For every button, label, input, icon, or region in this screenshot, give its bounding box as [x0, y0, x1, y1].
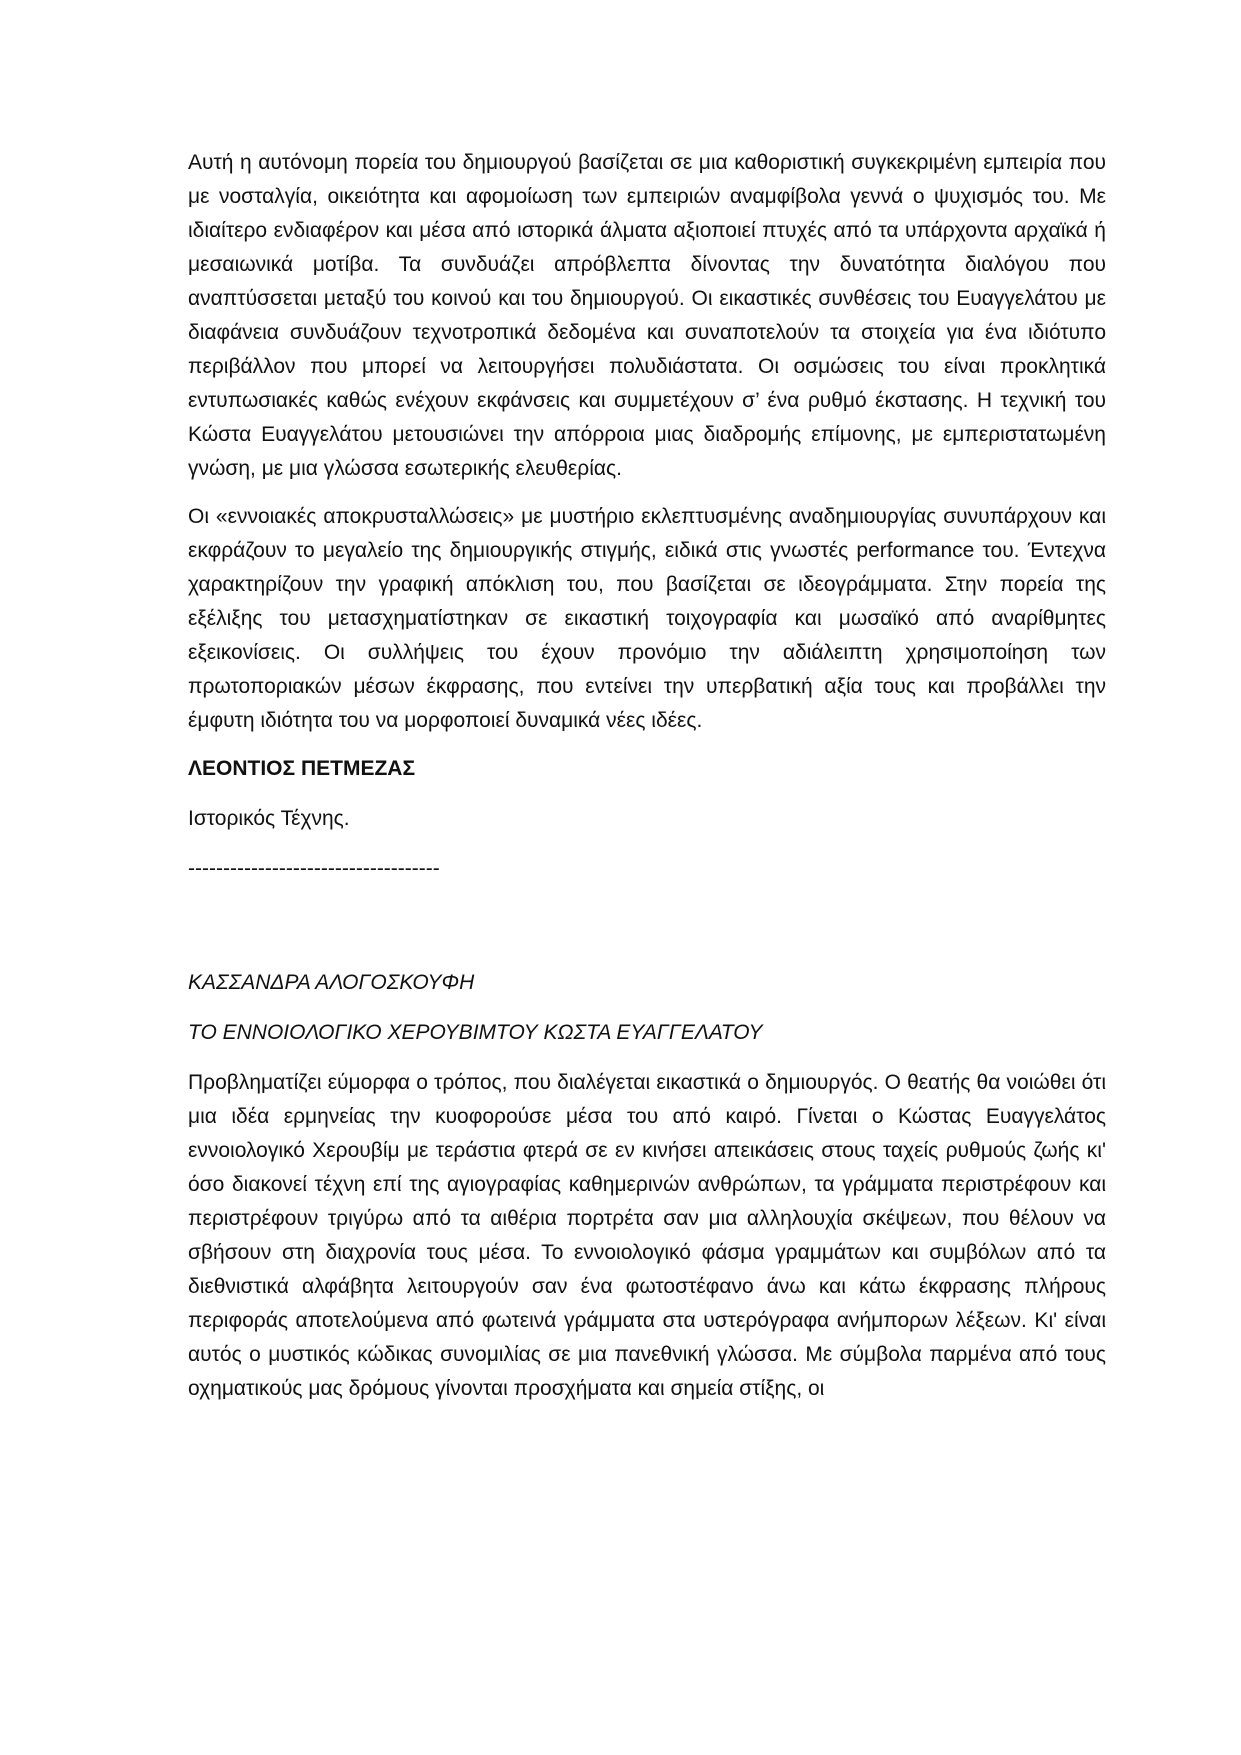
- separator-line: ------------------------------------: [188, 857, 440, 880]
- second-author-name: ΚΑΣΣΑΝΔΡΑ ΑΛΟΓΟΣΚΟΥΦΗ: [188, 971, 475, 994]
- author-role: Ιστορικός Τέχνης.: [188, 807, 350, 830]
- document-body: [188, 146, 1106, 1420]
- paragraph-3: Προβληματίζει εύμορφα ο τρόπος, που διαλέγεται εικαστικά ο δημιουργός. Ο θεατής θα νοιώθει ότι μια ιδέα ερμηνείας την κυοφορούσε μέσα του από καιρό. Γίνεται ο Κώστας Ευαγγελάτος εννοιολογικό Χερουβίμ με τεράστια φτερά σε εν κινήσει απεικάσεις στους ταχείς ρυθμούς ζωής κι' όσο διακονεί τέχνη επί της αγιογραφίας καθημερινών ανθρώπων, τα γράμματα περιστρέφουν και περιστρέφουν τριγύρω από τα αιθέρια πορτρέτα σαν μια αλληλουχία σκέψεων, που θέλουν να σβήσουν στη διαχρονία τους μέσα. Το εννοιολογικό φάσμα γραμμάτων και συμβόλων από τα διεθνιστικά αλφάβητα λειτουργούν σαν ένα φωτοστέφανο άνω και κάτω έκφρασης πλήρους περιφοράς αποτελούμενα από φωτεινά γράμματα στα υστερόγραφα ανήμπορων λέξεων. Κι' είναι αυτός ο μυστικός κώδικας συνομιλίας σε μια πανεθνική γλώσσα. Με σύμβολα παρμένα από τους οχηματικούς μας δρόμους γίνονται προσχήματα και σημεία στίξης, οι: [188, 1071, 1106, 1400]
- paragraph-2: Οι «εννοιακές αποκρυσταλλώσεις» με μυστήριο εκλεπτυσμένης αναδημιουργίας συνυπάρχουν και εκφράζουν το μεγαλείο της δημιουργικής στιγμής, ειδικά στις γνωστές performance του. Έντεχνα χαρακτηρίζουν την γραφική απόκλιση του, που βασίζεται σε ιδεογράμματα. Στην πορεία της εξέλιξης του μετασχηματίστηκαν σε εικαστική τοιχογραφία και μωσαϊκό από αναρίθμητες εξεικονίσεις. Οι συλλήψεις του έχουν προνόμιο την αδιάλειπτη χρησιμοποίηση των πρωτοποριακών μέσων έκφρασης, που εντείνει την υπερβατική αξία τους και προβάλλει την έμφυτη ιδιότητα του να μορφοποιεί δυναμικά νέες ιδέες.: [188, 505, 1106, 732]
- paragraph-1: Αυτή η αυτόνομη πορεία του δημιουργού βασίζεται σε μια καθοριστική συγκεκριμένη εμπειρία που με νοσταλγία, οικειότητα και αφομοίωση των εμπειριών αναμφίβολα γεννά ο ψυχισμός του. Με ιδιαίτερο ενδιαφέρον και μέσα από ιστορικά άλματα αξιοποιεί πτυχές από τα υπάρχοντα αρχαϊκά ή μεσαιωνικά μοτίβα. Τα συνδυάζει απρόβλεπτα δίνοντας την δυνατότητα διαλόγου που αναπτύσσεται μεταξύ του κοινού και του δημιουργού. Οι εικαστικές συνθέσεις του Ευαγγελάτου με διαφάνεια συνδυάζουν τεχνοτροπικά δεδομένα και συναποτελούν τα στοιχεία για ένα ιδιότυπο περιβάλλον που μπορεί να λειτουργήσει πολυδιάστατα. Οι οσμώσεις του είναι προκλητικά εντυπωσιακές καθώς ενέχουν εκφάνσεις και συμμετέχουν σ’ ένα ρυθμό έκστασης. Η τεχνική του Κώστα Ευαγγελάτου μετουσιώνει την απόρροια μιας διαδρομής επίμονης, με εμπεριστατωμένη γνώση, με μια γλώσσα εσωτερικής ελευθερίας.: [188, 151, 1106, 480]
- author-name: ΛΕΟΝΤΙΟΣ ΠΕΤΜΕΖΑΣ: [188, 757, 416, 780]
- second-article-title: ΤΟ ΕΝΝΟΙΟΛΟΓΙΚΟ ΧΕΡΟΥΒΙΜΤΟΥ ΚΩΣΤΑ ΕΥΑΓΓΕΛΑΤΟΥ: [188, 1021, 763, 1044]
